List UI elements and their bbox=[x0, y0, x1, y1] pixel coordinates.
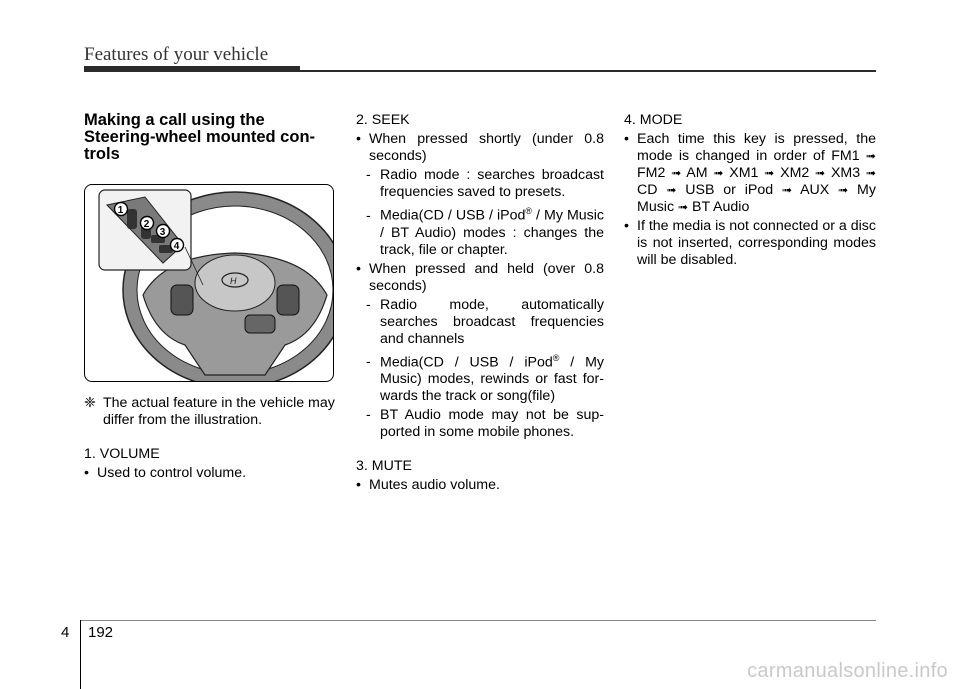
column-2 bbox=[356, 112, 604, 494]
volume-heading: 1. VOLUME bbox=[84, 446, 160, 462]
mode-sequence-item: AUX bbox=[800, 182, 830, 198]
callout-4-label: 4 bbox=[173, 241, 180, 252]
callout-1 bbox=[115, 203, 128, 217]
section-title bbox=[84, 112, 336, 163]
sequence-arrow-icon: ➟ bbox=[781, 183, 793, 197]
sequence-arrow-icon: ➟ bbox=[815, 166, 826, 180]
mode-heading: 4. MODE bbox=[624, 112, 683, 128]
mode-sequence-item: BT Audio bbox=[692, 199, 750, 215]
sequence-arrow-icon: ➟ bbox=[666, 183, 677, 197]
chapter-number: 4 bbox=[61, 624, 70, 641]
mode-disabled-text: If the media is not connected or a disc is not inserted, corresponding modes will be disabled. bbox=[637, 218, 876, 268]
sequence-arrow-icon: ➟ bbox=[671, 166, 682, 180]
seek-held-media-text-b: / My Music) modes, rewinds or fast for-wards the track or song(file) bbox=[380, 354, 604, 405]
mute-heading: 3. MUTE bbox=[356, 458, 412, 475]
page-header-title: Features of your vehicle bbox=[84, 44, 269, 65]
lower-switch-pad bbox=[245, 315, 275, 333]
seek-held-media-text-a: Media(CD / USB / iPod bbox=[380, 354, 553, 371]
mode-sequence-item: My Music bbox=[637, 182, 876, 215]
seek-held-radio-text: Radio mode, automatically searches broadcast frequencies and channels bbox=[380, 296, 604, 347]
seek-held-text: When pressed and held (over 0.8 seconds) bbox=[369, 260, 604, 294]
steering-wheel-illustration bbox=[84, 184, 334, 382]
note-text: The actual feature in the vehicle may differ from the illustration. bbox=[103, 395, 335, 428]
dash-mark: - bbox=[366, 167, 371, 183]
illustration-note bbox=[84, 395, 336, 429]
right-switch-pad bbox=[277, 285, 299, 315]
seek-short-radio-text: Radio mode : searches broadcast frequencies saved to presets. bbox=[380, 167, 604, 200]
note-mark: ❈ bbox=[84, 395, 96, 411]
callout-3 bbox=[157, 225, 170, 239]
bullet-mark: • bbox=[356, 260, 361, 277]
callout-4 bbox=[171, 239, 184, 253]
mode-sequence-item: XM2 bbox=[780, 165, 810, 181]
seek-short-text: When pressed shortly (under 0.8 seconds) bbox=[369, 131, 604, 164]
callout-2-label: 2 bbox=[143, 219, 150, 230]
seek-heading: 2. SEEK bbox=[356, 112, 410, 128]
mode-sequence-item: XM1 bbox=[729, 165, 759, 181]
seek-held-bt bbox=[356, 407, 604, 441]
seek-held-bt-text: BT Audio mode may not be sup-ported in some mobile phones. bbox=[380, 407, 604, 441]
callout-2 bbox=[141, 217, 154, 231]
mode-sequence-item: FM2 bbox=[637, 165, 666, 181]
sequence-arrow-icon: ➟ bbox=[865, 149, 876, 163]
footer-divider bbox=[80, 620, 81, 689]
sequence-arrow-icon: ➟ bbox=[865, 166, 877, 180]
mode-sequence-item: FM1 bbox=[831, 148, 860, 164]
section-title-line-1: Making a call using the bbox=[84, 111, 265, 129]
registered-mark: ® bbox=[552, 352, 560, 363]
mode-sequence-item: AM bbox=[686, 165, 708, 181]
volume-bullet bbox=[84, 465, 336, 482]
sequence-arrow-icon: ➟ bbox=[713, 166, 724, 180]
volume-bullet-text: Used to control volume. bbox=[97, 465, 247, 481]
mode-sequence-item: USB or iPod bbox=[685, 182, 774, 198]
bullet-mark: • bbox=[84, 465, 89, 481]
seek-short-radio bbox=[356, 167, 604, 201]
sequence-arrow-icon: ➟ bbox=[764, 166, 775, 180]
brand-logo-letter: H bbox=[230, 276, 237, 286]
dash-mark: - bbox=[366, 207, 371, 224]
page-number: 192 bbox=[88, 624, 114, 641]
section-title-line-2: Steering-wheel mounted con- bbox=[84, 128, 316, 146]
header-rule bbox=[300, 70, 876, 72]
mute-bullet bbox=[356, 477, 604, 494]
watermark: carmanualsonline.info bbox=[747, 660, 948, 682]
bullet-mark: • bbox=[356, 131, 361, 147]
dash-mark: - bbox=[366, 354, 371, 371]
bullet-mark: • bbox=[624, 131, 629, 147]
seek-held-radio bbox=[356, 297, 604, 348]
callout-1-label: 1 bbox=[117, 205, 124, 216]
mode-sequence-item: XM3 bbox=[830, 165, 861, 181]
section-title-line-3: trols bbox=[84, 145, 120, 163]
header-bar bbox=[84, 66, 300, 72]
column-1 bbox=[84, 112, 336, 482]
footer-rule bbox=[80, 620, 876, 621]
zoom-volume-switch bbox=[127, 209, 137, 229]
registered-mark: ® bbox=[525, 206, 533, 216]
bullet-mark: • bbox=[624, 218, 629, 234]
mode-disabled-bullet bbox=[624, 218, 876, 269]
seek-short-media-text-a: Media(CD / USB / iPod bbox=[380, 207, 526, 224]
dash-mark: - bbox=[366, 296, 371, 313]
mode-sequence-item: CD bbox=[637, 182, 658, 198]
seek-held-bullet bbox=[356, 261, 604, 295]
left-switch-pad bbox=[171, 285, 193, 315]
seek-short-media-text-b: / My Music / BT Audio) modes : changes the track, file or chapter. bbox=[380, 207, 604, 258]
seek-short-bullet bbox=[356, 131, 604, 165]
dash-mark: - bbox=[366, 407, 371, 424]
seek-held-media bbox=[356, 350, 604, 406]
column-3 bbox=[624, 112, 876, 269]
mute-bullet-text: Mutes audio volume. bbox=[369, 477, 500, 494]
sequence-arrow-icon: ➟ bbox=[678, 200, 689, 214]
callout-3-label: 3 bbox=[159, 227, 166, 238]
bullet-mark: • bbox=[356, 477, 361, 494]
mode-order-bullet bbox=[624, 131, 876, 216]
sequence-arrow-icon: ➟ bbox=[838, 183, 849, 197]
steering-wheel-svg bbox=[85, 185, 333, 381]
seek-short-media bbox=[356, 203, 604, 259]
mode-order-intro: Each time this key is pressed, the mode is changed in order of bbox=[637, 131, 876, 164]
